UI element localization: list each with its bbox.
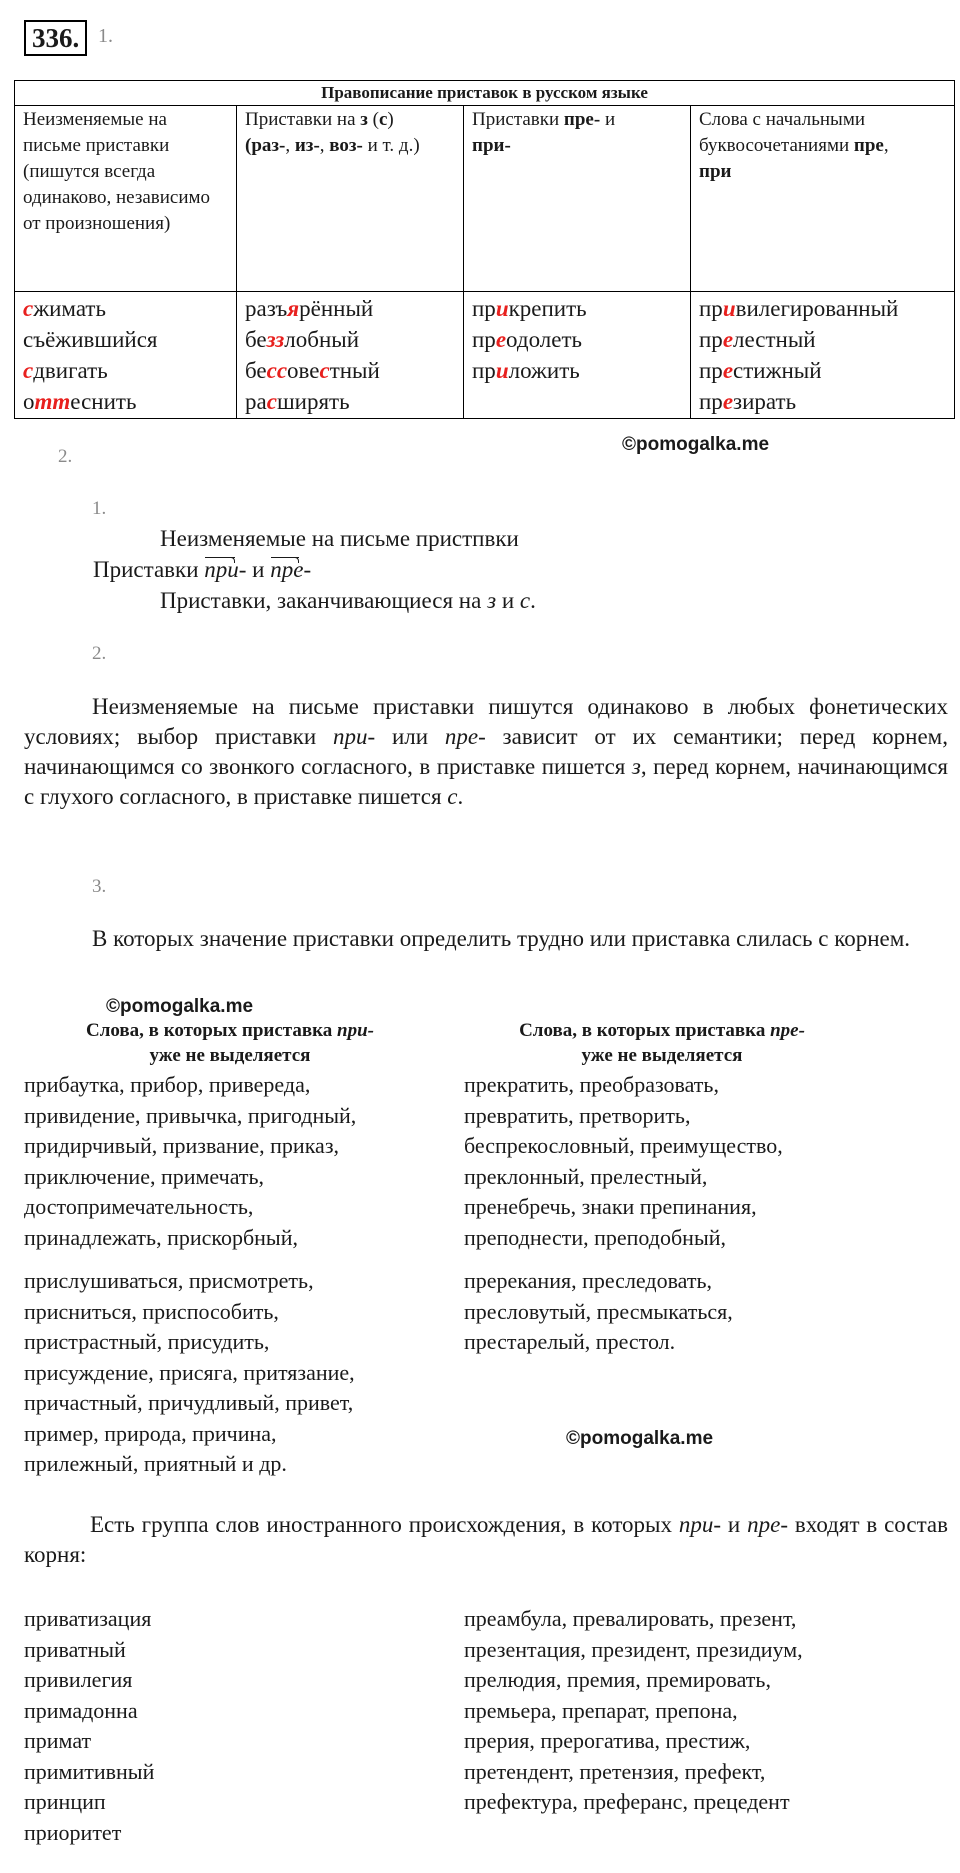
- list-item: преподнести, преподобный,: [464, 1224, 727, 1250]
- table-word: прелестный: [699, 327, 816, 352]
- sub-3-marker: 3.: [92, 876, 107, 897]
- table-word: престижный: [699, 358, 822, 383]
- list-item: преамбула, превалировать, презент,: [464, 1606, 797, 1631]
- list-item: пример, природа, причина,: [24, 1420, 277, 1446]
- exercise-number: 336.: [24, 20, 87, 56]
- list-item: прекратить, преобразовать,: [464, 1072, 719, 1097]
- foreign-words-pri-list: [24, 1604, 154, 1848]
- col-header-unchangeable: Неизменяемые на письме приставки (пишутся всегда одинаково, независимо от произношения): [15, 106, 237, 292]
- list-item: принадлежать, прискорбный,: [24, 1224, 298, 1250]
- watermark: ©pomogalka.me: [106, 996, 254, 1017]
- list-item: присуждение, присяга, притязание,: [24, 1359, 355, 1385]
- list-item: приключение, примечать,: [24, 1163, 265, 1189]
- list-item: прибаутка, прибор, привереда,: [24, 1072, 311, 1097]
- table-cell-z-s: [237, 292, 464, 419]
- prefix-rules-table: [14, 80, 955, 419]
- scheme-line-3: Приставки, заканчивающиеся на з и с.: [160, 588, 536, 613]
- sub-3-paragraph: В которых значение приставки определить трудно или приставка слилась с корнем.: [92, 926, 911, 951]
- left-word-list-continued: [24, 1266, 355, 1480]
- list-item: престарелый, престол.: [464, 1329, 676, 1354]
- list-item: пресловутый, пресмыкаться,: [464, 1298, 733, 1324]
- list-item: пристрастный, присудить,: [24, 1329, 270, 1354]
- list-item: принцип: [24, 1789, 106, 1814]
- list-item: пренебречь, знаки препинания,: [464, 1194, 757, 1219]
- table-word: привилегированный: [699, 296, 899, 321]
- list-item: примадонна: [24, 1697, 138, 1723]
- list-item: прислушиваться, присмотреть,: [24, 1268, 314, 1293]
- table-cell-unchangeable: [15, 292, 237, 419]
- list-item: привидение, привычка, пригодный,: [24, 1102, 357, 1128]
- list-item: претендент, претензия, префект,: [464, 1758, 766, 1784]
- foreign-words-paragraph: Есть группа слов иностранного происхождения, в которых при- и пре- входят в состав корня:: [24, 1512, 948, 1567]
- scheme-line-2: Приставки при- и пре-: [93, 555, 311, 585]
- watermark: ©pomogalka.me: [566, 1428, 714, 1449]
- list-item: преклонный, прелестный,: [464, 1163, 708, 1189]
- table-word: преодолеть: [472, 327, 582, 352]
- section-2-marker: 2.: [58, 446, 73, 467]
- list-item: примат: [24, 1728, 92, 1753]
- list-item: прилежный, приятный и др.: [24, 1451, 287, 1476]
- prefix-pri-arc: при: [204, 555, 239, 585]
- list-item: пререкания, преследовать,: [464, 1268, 713, 1293]
- table-word: расширять: [245, 389, 350, 414]
- table-cell-initial-combos: [691, 292, 955, 419]
- right-word-list-continued: [464, 1266, 733, 1358]
- list-item: привилегия: [24, 1667, 133, 1692]
- table-word: съёжившийся: [23, 327, 158, 352]
- sub-1-marker: 1.: [92, 498, 107, 519]
- table-word: оттеснить: [23, 389, 137, 414]
- table-cell-pre-pri: [464, 292, 691, 419]
- left-column-heading: Слова, в которых приставка при- уже не выделяется: [86, 1020, 374, 1066]
- sub-2-marker: 2.: [92, 643, 107, 664]
- table-word: разъярённый: [245, 296, 374, 321]
- list-item: приватизация: [24, 1606, 152, 1631]
- watermark: ©pomogalka.me: [622, 434, 770, 455]
- table-word: презирать: [699, 389, 797, 414]
- list-item: присниться, приспособить,: [24, 1298, 279, 1324]
- rule-paragraph: Неизменяемые на письме приставки пишутся одинаково в любых фонетических условиях; выбор приставки при- или пре- зависит от их семантики; перед корнем, начинающимся со звонкого согласного, в приставке пишется з, перед корнем, начинающимся с глухого согласного, в приставке пишется с.: [24, 694, 948, 809]
- right-word-list: [464, 1070, 783, 1253]
- list-item: придирчивый, призвание, приказ,: [24, 1133, 340, 1158]
- list-item: достопримечательность,: [24, 1194, 254, 1219]
- list-item: прелюдия, премия, премировать,: [464, 1667, 771, 1692]
- prefix-pre-arc: пре: [270, 555, 303, 585]
- part-marker: 1.: [98, 25, 113, 47]
- col-header-z-s: Приставки на з (с) (раз-, из-, воз- и т. д.): [237, 106, 464, 292]
- list-item: приватный: [24, 1636, 126, 1662]
- list-item: превратить, претворить,: [464, 1102, 691, 1128]
- list-item: беспрекословный, преимущество,: [464, 1133, 783, 1158]
- table-word: бессовестный: [245, 358, 380, 383]
- list-item: префектура, преферанс, прецедент: [464, 1789, 790, 1814]
- table-word: прикрепить: [472, 296, 587, 321]
- col-header-pre-pri: Приставки пре- и при-: [464, 106, 691, 292]
- table-word: беззлобный: [245, 327, 360, 352]
- table-word: сжимать: [23, 296, 106, 321]
- list-item: примитивный: [24, 1758, 155, 1784]
- right-column-heading: Слова, в которых приставка пре- уже не выделяется: [519, 1020, 805, 1066]
- left-word-list: [24, 1070, 356, 1253]
- scheme-line-1: Неизменяемые на письме пристпвки: [160, 526, 519, 551]
- list-item: приоритет: [24, 1819, 122, 1845]
- list-item: премьера, препарат, препона,: [464, 1697, 738, 1723]
- list-item: прерия, прерогатива, престиж,: [464, 1728, 751, 1753]
- list-item: презентация, президент, президиум,: [464, 1636, 803, 1662]
- table-word: сдвигать: [23, 358, 108, 383]
- col-header-initial-combos: Слова с начальными буквосочетаниями пре, при: [691, 106, 955, 292]
- list-item: причастный, причудливый, привет,: [24, 1390, 354, 1415]
- table-word: приложить: [472, 358, 580, 383]
- foreign-words-pre-list: [464, 1604, 803, 1818]
- table-title: Правописание приставок в русском языке: [15, 81, 955, 106]
